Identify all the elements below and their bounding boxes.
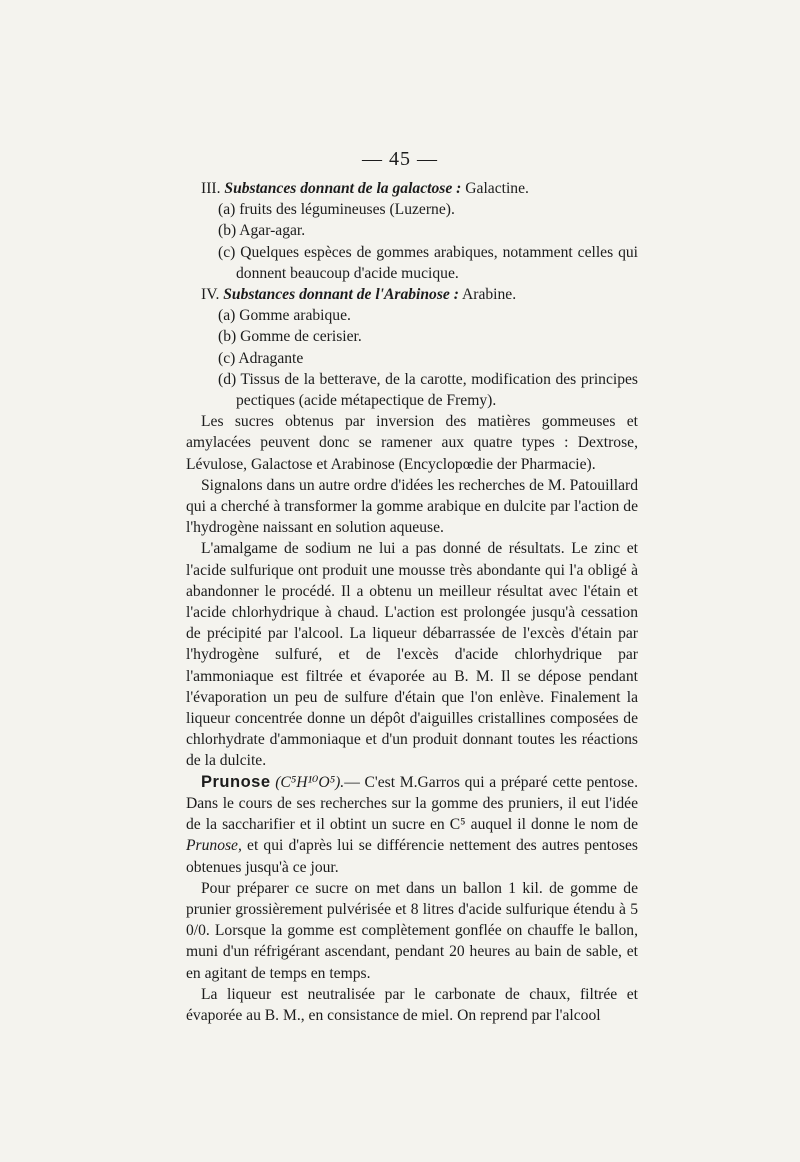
- list-item: (d) Tissus de la betterave, de la carotte, modification des principes pectiques (acide métapectique de Fremy).: [218, 370, 638, 410]
- paragraph-text: — C'est M.Garros qui a préparé cette pentose. Dans le cours de ses recherches sur la gomme des pruniers, il eut l'idée de la saccharifier et il obtint un sucre en C⁵ auquel il donne le nom de: [186, 773, 638, 834]
- section-heading-galactose: [186, 178, 638, 199]
- paragraph: La liqueur est neutralisée par le carbonate de chaux, filtrée et évaporée au B. M., en consistance de miel. On reprend par l'alcool: [186, 985, 638, 1024]
- section-number: IV.: [201, 286, 220, 304]
- section-heading-arabinose: [186, 284, 638, 305]
- list-item: (b) Gomme de cerisier.: [218, 328, 362, 346]
- section-heading-rest: Arabine.: [462, 286, 517, 304]
- prunose-term: Prunose,: [186, 837, 242, 855]
- paragraph: L'amalgame de sodium ne lui a pas donné de résultats. Le zinc et l'acide sulfurique ont produit une mousse très abondante qui l'a obligé à abandonner le procédé. Il a obtenu un meilleur résultat avec l'étain et l'acide chlorhydrique à chaud. L'action est prolongée jusqu'à cessation de précipité par l'alcool. La liqueur débarrassée de l'excès d'étain par l'hydrogène sulfuré, et de l'excès d'acide chlorhydrique par l'ammoniaque est filtrée et évaporée au B. M. Il se dépose pendant l'évaporation un peu de sulfure d'étain que l'on enlève. Finalement la liqueur concentrée donne un dépôt d'aiguilles cristallines composées de chlorhydrate d'ammoniaque et d'un produit donnant toutes les réactions de la dulcite.: [186, 540, 638, 770]
- body-text: [186, 178, 638, 1026]
- page-number: — 45 —: [362, 148, 438, 170]
- list-item: (c) Quelques espèces de gommes arabiques, notamment celles qui donnent beaucoup d'acide mucique.: [218, 243, 638, 282]
- section-heading-rest: Galactine.: [465, 180, 529, 197]
- section-title: Substances donnant de l'Arabinose :: [223, 286, 459, 304]
- list-item: (a) Gomme arabique.: [218, 307, 351, 325]
- paragraph: Les sucres obtenus par inversion des matières gommeuses et amylacées peuvent donc se ramener aux quatre types : Dextrose, Lévulose, Galactose et Arabinose (Encyclopœdie der Pharmacie).: [186, 413, 638, 473]
- list-item: (c) Adragante: [218, 349, 304, 367]
- chemical-formula: (C⁵H¹⁰O⁵).: [275, 773, 345, 791]
- list-item: (a) fruits des légumineuses (Luzerne).: [218, 201, 455, 219]
- section-title: Substances donnant de la galactose :: [224, 180, 462, 197]
- paragraph: Signalons dans un autre ordre d'idées les recherches de M. Patouillard qui a cherché à transformer la gomme arabique en dulcite par l'action de l'hydrogène naissant en solution aqueuse.: [186, 476, 638, 537]
- paragraph-prunose: [186, 772, 638, 878]
- section-number: III.: [201, 180, 221, 197]
- prunose-heading: Prunose: [201, 772, 271, 791]
- list-item: (b) Agar-agar.: [218, 222, 306, 240]
- paragraph: Pour préparer ce sucre on met dans un ballon 1 kil. de gomme de prunier grossièrement pulvérisée et 8 litres d'acide sulfurique étendu à 5 0/0. Lorsque la gomme est complètement gonflée on chauffe le ballon, muni d'un réfrigérant ascendant, pendant 20 heures au bain de sable, et en agitant de temps en temps.: [186, 879, 638, 982]
- paragraph-text: et qui d'après lui se différencie nettement des autres pentoses obtenues jusqu'à ce jour.: [186, 837, 638, 876]
